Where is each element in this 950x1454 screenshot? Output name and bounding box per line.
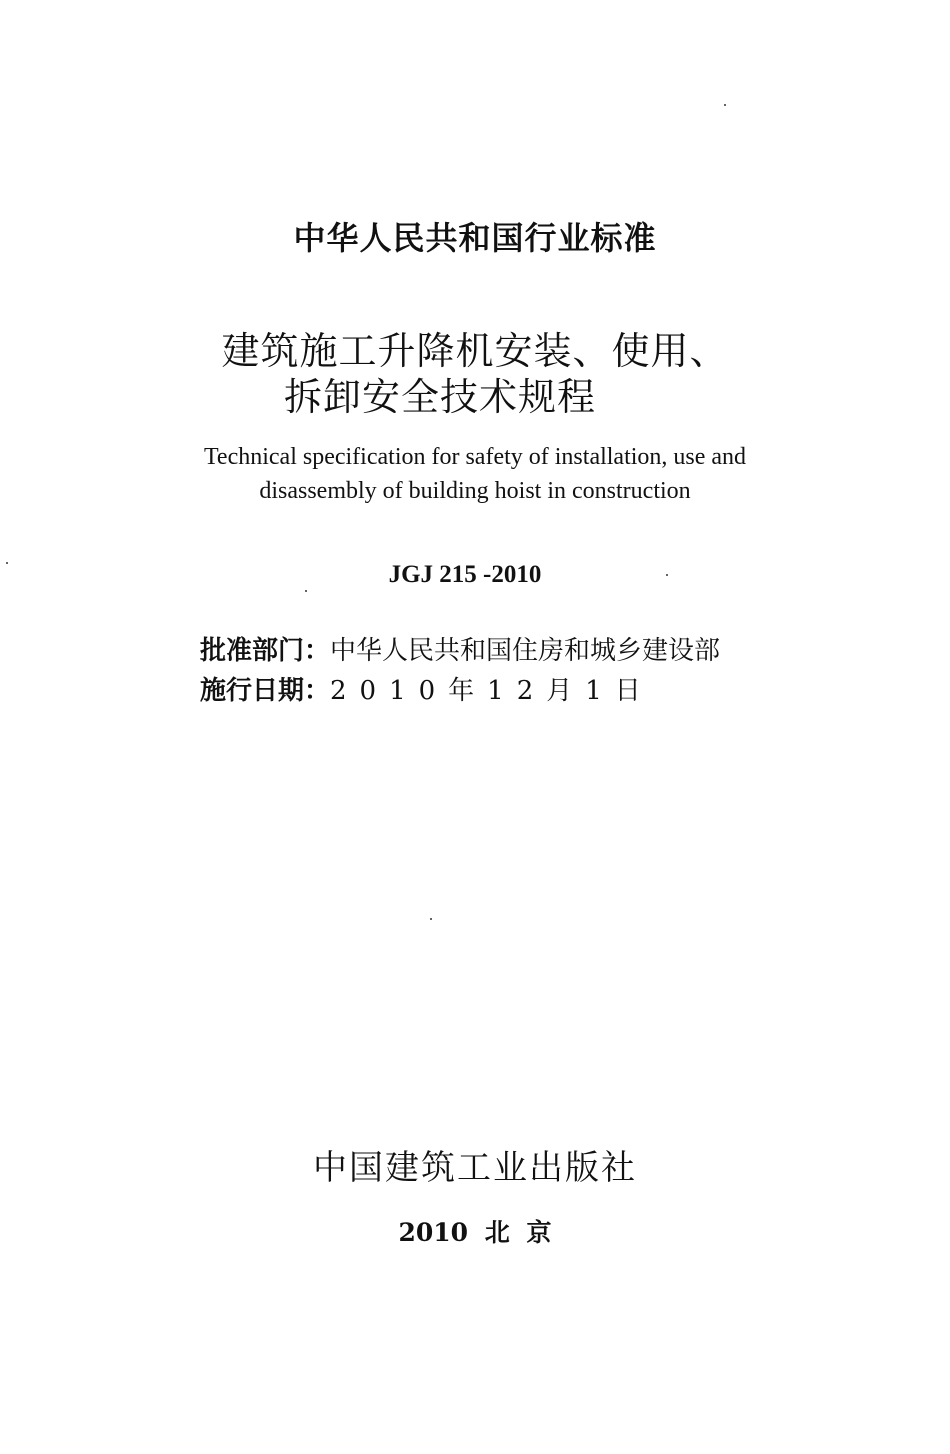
effective-date-label: 施行日期： [200, 676, 331, 706]
title-cn-line1: 建筑施工升降机安装、使用、 [221, 329, 729, 373]
standard-code: JGJ 215 -2010 [388, 561, 542, 588]
scan-speck [305, 590, 307, 592]
approval-value: 中华人民共和国住房和城乡建设部 [330, 636, 721, 666]
publication-place: 2010 北 京 [398, 1218, 552, 1247]
approval-row [200, 630, 720, 667]
effective-date-value: 2010年12月1日 [330, 676, 654, 706]
scan-speck [724, 104, 726, 106]
title-en-line2: disassembly of building hoist in construction [259, 478, 691, 504]
scan-speck [6, 562, 8, 564]
scan-speck [666, 574, 668, 576]
title-en-line1: Technical specification for safety of installation, use and [203, 444, 747, 470]
standard-type-heading: 中华人民共和国行业标准 [293, 219, 657, 257]
publisher-name: 中国建筑工业出版社 [313, 1148, 637, 1188]
approval-label: 批准部门： [200, 636, 331, 666]
scan-speck [430, 918, 432, 920]
title-cn-line2: 拆卸安全技术规程 [283, 375, 596, 419]
effective-date-row [200, 670, 654, 707]
